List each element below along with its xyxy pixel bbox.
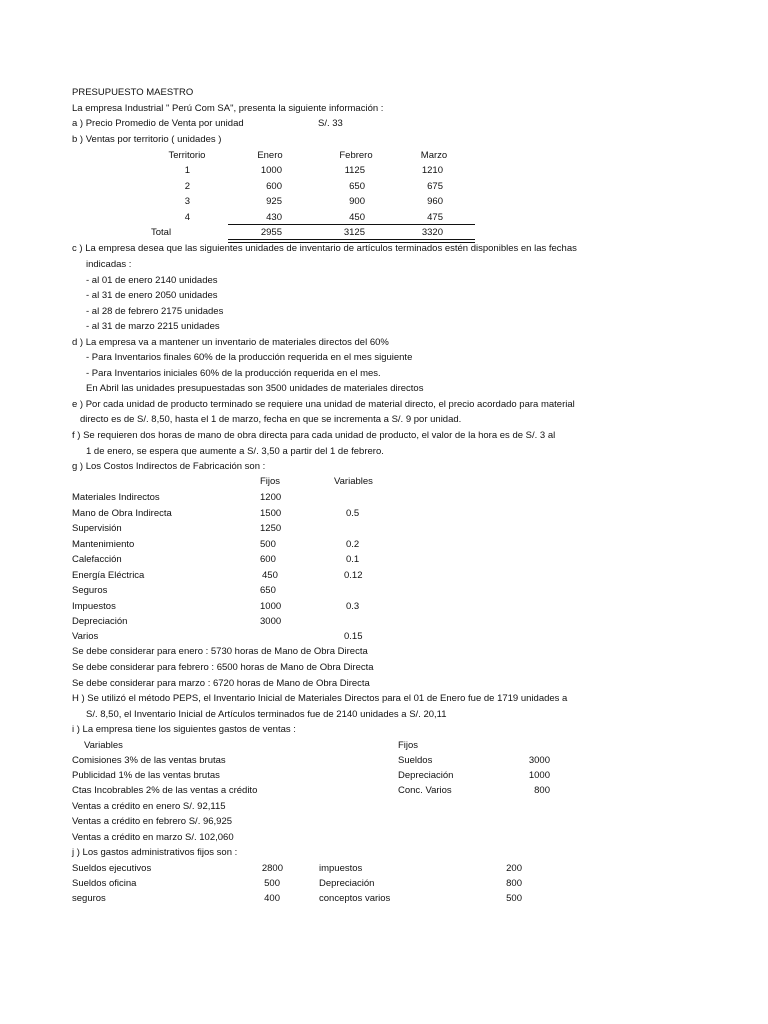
section-i-label: i ) La empresa tiene los siguientes gastos de ventas : bbox=[72, 724, 296, 735]
table-cell: Materiales Indirectos bbox=[72, 492, 160, 503]
table-cell: 0.2 bbox=[346, 539, 360, 550]
table-cell: Comisiones 3% de las ventas brutas bbox=[72, 755, 226, 766]
table-header: Variables bbox=[84, 740, 123, 751]
table-header: Marzo bbox=[420, 150, 448, 161]
table-header: Fijos bbox=[398, 740, 419, 751]
table-cell: 400 bbox=[264, 893, 280, 904]
table-cell: conceptos varios bbox=[319, 893, 391, 904]
table-cell: Mantenimiento bbox=[72, 539, 135, 550]
section-j-label: j ) Los gastos administrativos fijos son : bbox=[72, 847, 238, 858]
list-item: - al 31 de enero 2050 unidades bbox=[86, 290, 218, 301]
section-f-line2: 1 de enero, se espera que aumente a S/. 3,50 a partir del 1 de febrero. bbox=[86, 446, 384, 457]
table-cell: impuestos bbox=[319, 863, 363, 874]
document-title: PRESUPUESTO MAESTRO bbox=[72, 87, 194, 98]
table-cell: 0.12 bbox=[344, 570, 363, 581]
table-cell: 2800 bbox=[261, 863, 283, 874]
table-cell: Sueldos ejecutivos bbox=[72, 863, 152, 874]
table-cell: Sueldos bbox=[398, 755, 433, 766]
table-cell: 800 bbox=[506, 878, 522, 889]
section-f-line1: f ) Se requieren dos horas de mano de obra directa para cada unidad de producto, el valor de la hora es de S/. 3 al bbox=[72, 430, 556, 441]
table-cell: 2 bbox=[184, 181, 190, 192]
section-b-label: b ) Ventas por territorio ( unidades ) bbox=[72, 134, 222, 145]
table-cell: Depreciación bbox=[72, 616, 128, 627]
table-cell: seguros bbox=[72, 893, 106, 904]
table-cell: 3000 bbox=[260, 616, 282, 627]
table-cell: 2955 bbox=[260, 227, 282, 238]
table-cell: Total bbox=[151, 227, 172, 238]
table-cell: 0.1 bbox=[346, 554, 360, 565]
table-cell: Depreciación bbox=[319, 878, 375, 889]
table-cell: 675 bbox=[427, 181, 443, 192]
table-cell: 500 bbox=[260, 539, 276, 550]
table-cell: Publicidad 1% de las ventas brutas bbox=[72, 770, 220, 781]
credit-sales-line: Ventas a crédito en enero S/. 92,115 bbox=[72, 801, 226, 812]
table-cell: 3125 bbox=[343, 227, 365, 238]
note-line: Se debe considerar para marzo : 6720 horas de Mano de Obra Directa bbox=[72, 678, 370, 689]
credit-sales-line: Ventas a crédito en febrero S/. 96,925 bbox=[72, 816, 233, 827]
table-cell: 1 bbox=[184, 165, 190, 176]
table-cell: Impuestos bbox=[72, 601, 116, 612]
intro-text: La empresa Industrial " Perú Com SA", presenta la siguiente información : bbox=[72, 103, 384, 114]
table-cell: 800 bbox=[534, 785, 550, 796]
table-header: Febrero bbox=[339, 150, 373, 161]
table-cell: 450 bbox=[349, 212, 365, 223]
table-header: Variables bbox=[334, 476, 373, 487]
table-cell: Mano de Obra Indirecta bbox=[72, 508, 172, 519]
table-cell: 1125 bbox=[344, 165, 365, 176]
section-g-label: g ) Los Costos Indirectos de Fabricación son : bbox=[72, 461, 266, 472]
table-cell: 600 bbox=[260, 554, 276, 565]
section-h-line1: H ) Se utilizó el método PEPS, el Inventario Inicial de Materiales Directos para el 01 de Enero fue de 1719 unidades a bbox=[72, 693, 568, 704]
note-line: Se debe considerar para febrero : 6500 horas de Mano de Obra Directa bbox=[72, 662, 374, 673]
table-header: Enero bbox=[257, 150, 283, 161]
table-cell: Seguros bbox=[72, 585, 108, 596]
table-cell: 3320 bbox=[421, 227, 443, 238]
section-a-label: a ) Precio Promedio de Venta por unidad bbox=[72, 118, 244, 129]
table-cell: 0.15 bbox=[344, 631, 363, 642]
table-cell: Energía Eléctrica bbox=[72, 570, 145, 581]
table-header: Territorio bbox=[168, 150, 206, 161]
table-cell: Sueldos oficina bbox=[72, 878, 137, 889]
total-divider bbox=[228, 224, 475, 225]
table-header: Fijos bbox=[260, 476, 281, 487]
section-c-line1: c ) La empresa desea que las siguientes unidades de inventario de artículos terminados estén disponibles en las fechas bbox=[72, 243, 577, 254]
table-cell: 900 bbox=[349, 196, 365, 207]
total-double-underline bbox=[228, 239, 475, 240]
table-cell: 960 bbox=[427, 196, 443, 207]
section-d-line1: d ) La empresa va a mantener un inventario de materiales directos del 60% bbox=[72, 337, 389, 348]
table-cell: 3 bbox=[184, 196, 190, 207]
table-cell: 1200 bbox=[260, 492, 282, 503]
table-cell: 475 bbox=[427, 212, 443, 223]
table-cell: 430 bbox=[266, 212, 282, 223]
table-cell: 650 bbox=[349, 181, 365, 192]
list-item: - al 31 de marzo 2215 unidades bbox=[86, 321, 220, 332]
list-item: - al 01 de enero 2140 unidades bbox=[86, 275, 218, 286]
note-line: Se debe considerar para enero : 5730 horas de Mano de Obra Directa bbox=[72, 646, 368, 657]
table-cell: 450 bbox=[262, 570, 278, 581]
table-cell: 3000 bbox=[528, 755, 550, 766]
table-cell: Conc. Varios bbox=[398, 785, 452, 796]
table-cell: 0.3 bbox=[346, 601, 360, 612]
section-d-line4: En Abril las unidades presupuestadas son 3500 unidades de materiales directos bbox=[86, 383, 424, 394]
table-cell: 925 bbox=[266, 196, 282, 207]
section-d-line3: - Para Inventarios iniciales 60% de la producción requerida en el mes. bbox=[86, 368, 381, 379]
section-d-line2: - Para Inventarios finales 60% de la producción requerida en el mes siguiente bbox=[86, 352, 413, 363]
table-cell: 1500 bbox=[260, 508, 282, 519]
section-e-line1: e ) Por cada unidad de producto terminado se requiere una unidad de material directo, el precio acordado para material bbox=[72, 399, 575, 410]
table-cell: 500 bbox=[264, 878, 280, 889]
section-a-value: S/. 33 bbox=[318, 118, 343, 129]
table-cell: 600 bbox=[266, 181, 282, 192]
credit-sales-line: Ventas a crédito en marzo S/. 102,060 bbox=[72, 832, 234, 843]
table-cell: 1000 bbox=[260, 165, 282, 176]
table-cell: 1250 bbox=[260, 523, 282, 534]
table-cell: Depreciación bbox=[398, 770, 454, 781]
table-cell: 4 bbox=[184, 212, 190, 223]
table-cell: 0.5 bbox=[346, 508, 360, 519]
list-item: - al 28 de febrero 2175 unidades bbox=[86, 306, 224, 317]
section-c-line2: indicadas : bbox=[86, 259, 132, 270]
section-h-line2: S/. 8,50, el Inventario Inicial de Artículos terminados fue de 2140 unidades a S/. 20,11 bbox=[86, 709, 447, 720]
table-cell: 200 bbox=[506, 863, 522, 874]
table-cell: 1000 bbox=[528, 770, 550, 781]
table-cell: Calefacción bbox=[72, 554, 122, 565]
table-cell: Supervisión bbox=[72, 523, 122, 534]
table-cell: 500 bbox=[506, 893, 522, 904]
table-cell: 1210 bbox=[421, 165, 443, 176]
table-cell: Varios bbox=[72, 631, 99, 642]
section-e-line2: directo es de S/. 8,50, hasta el 1 de marzo, fecha en que se incrementa a S/. 9 por unidad. bbox=[80, 414, 462, 425]
table-cell: Ctas Incobrables 2% de las ventas a crédito bbox=[72, 785, 258, 796]
table-cell: 650 bbox=[260, 585, 276, 596]
table-cell: 1000 bbox=[260, 601, 282, 612]
